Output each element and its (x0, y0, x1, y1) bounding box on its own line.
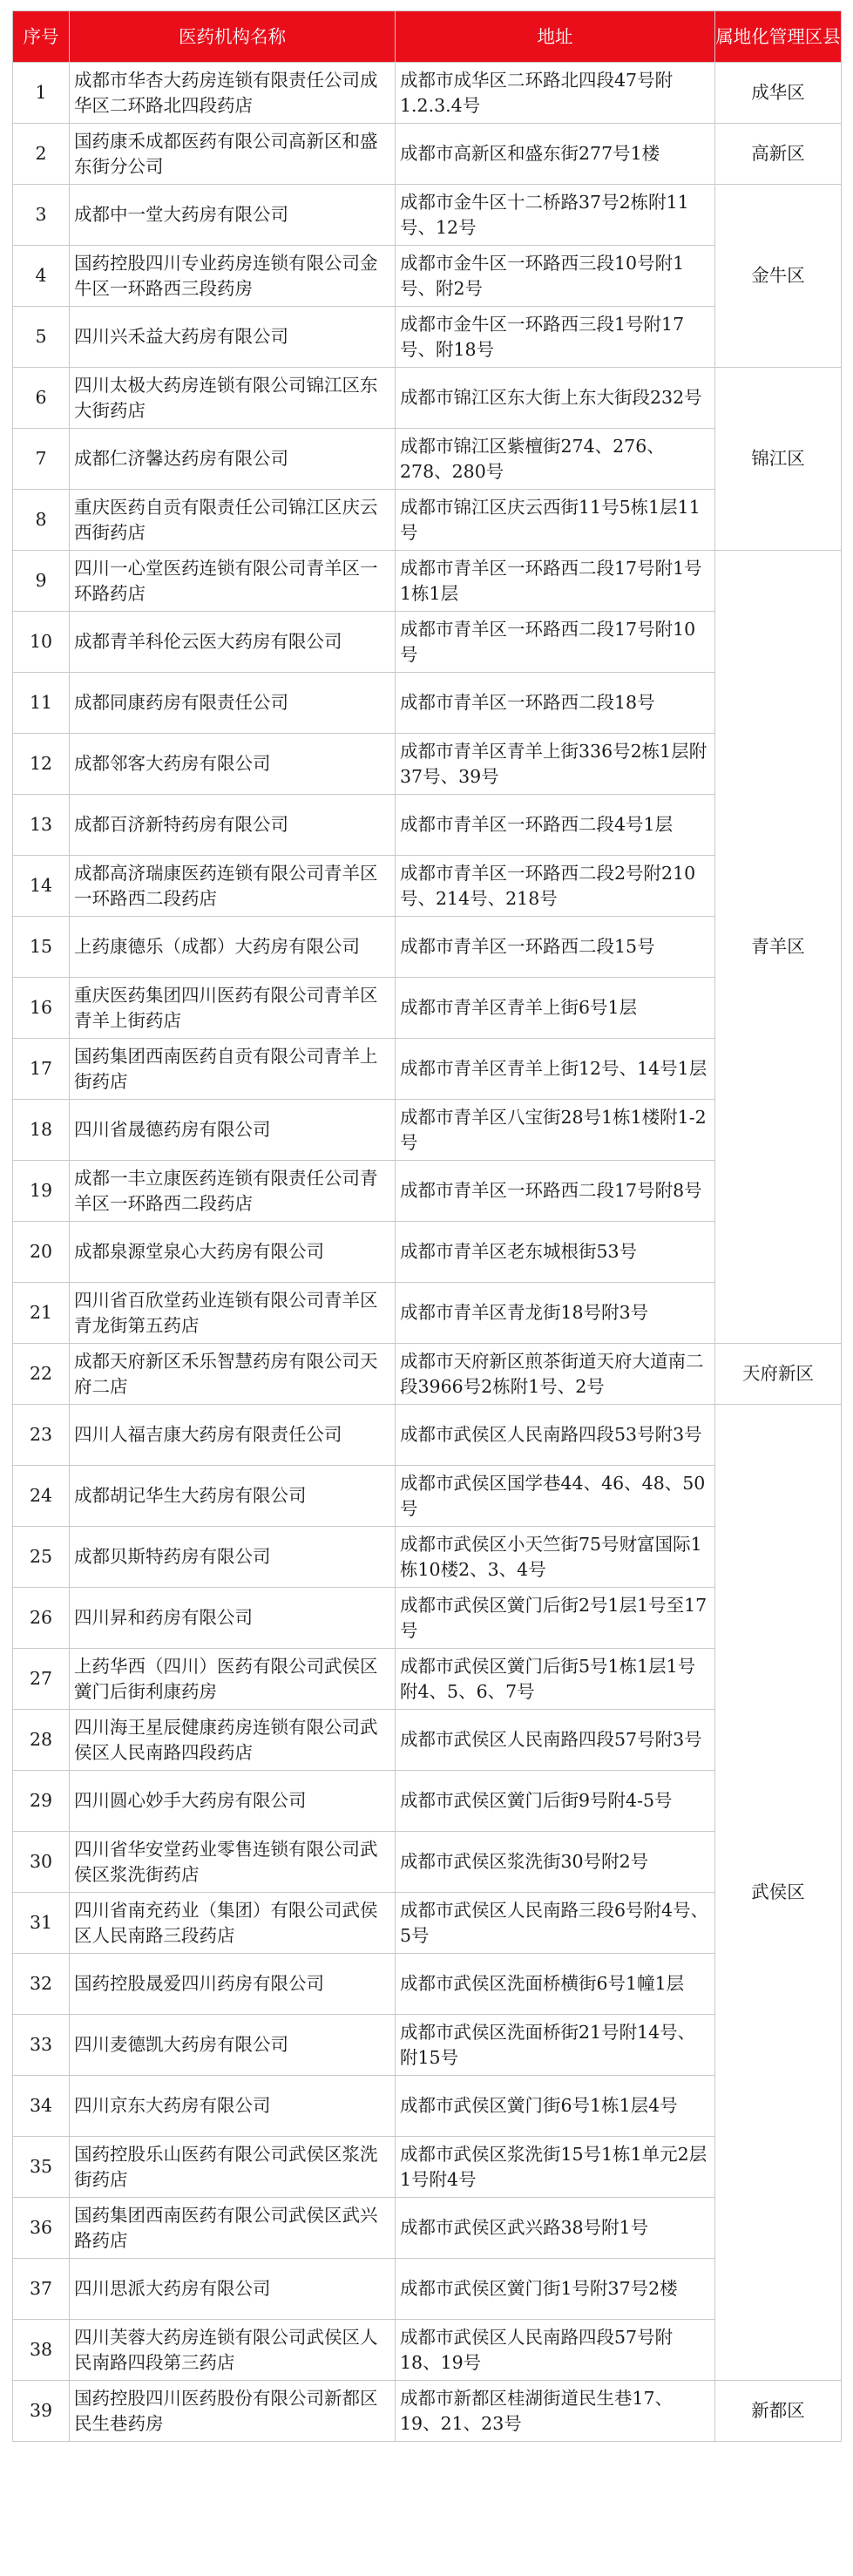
district-cell: 武侯区 (715, 1405, 842, 2381)
row-number: 37 (13, 2259, 70, 2320)
institution-address: 成都市青羊区一环路西二段2号附210号、214号、218号 (396, 856, 715, 917)
institution-address: 成都市成华区二环路北四段47号附1.2.3.4号 (396, 63, 715, 124)
header-row (13, 11, 842, 63)
institution-address: 成都市高新区和盛东街277号1楼 (396, 124, 715, 185)
table-row (13, 368, 842, 429)
institution-address: 成都市新都区桂湖街道民生巷17、19、21、23号 (396, 2381, 715, 2442)
row-number: 15 (13, 917, 70, 978)
institution-name: 四川人福吉康大药房有限责任公司 (70, 1405, 396, 1466)
institution-name: 四川京东大药房有限公司 (70, 2076, 396, 2137)
row-number: 11 (13, 673, 70, 734)
institution-name: 成都百济新特药房有限公司 (70, 795, 396, 856)
header-address: 地址 (396, 11, 715, 63)
institution-name: 四川省南充药业（集团）有限公司武侯区人民南路三段药店 (70, 1893, 396, 1954)
row-number: 34 (13, 2076, 70, 2137)
row-number: 3 (13, 185, 70, 246)
institution-address: 成都市金牛区十二桥路37号2栋附11号、12号 (396, 185, 715, 246)
institution-name: 四川圆心妙手大药房有限公司 (70, 1771, 396, 1832)
row-number: 27 (13, 1649, 70, 1710)
district-cell: 新都区 (715, 2381, 842, 2442)
row-number: 2 (13, 124, 70, 185)
institution-name: 成都仁济馨达药房有限公司 (70, 429, 396, 490)
table-row (13, 63, 842, 124)
row-number: 23 (13, 1405, 70, 1466)
row-number: 39 (13, 2381, 70, 2442)
table-body (13, 63, 842, 2442)
institution-name: 成都市华杏大药房连锁有限责任公司成华区二环路北四段药店 (70, 63, 396, 124)
row-number: 16 (13, 978, 70, 1039)
institution-address: 成都市锦江区庆云西街11号5栋1层11号 (396, 490, 715, 551)
row-number: 1 (13, 63, 70, 124)
row-number: 30 (13, 1832, 70, 1893)
institution-name: 四川兴禾益大药房有限公司 (70, 307, 396, 368)
institution-name: 四川太极大药房连锁有限公司锦江区东大街药店 (70, 368, 396, 429)
institution-name: 国药康禾成都医药有限公司高新区和盛东街分公司 (70, 124, 396, 185)
institution-address: 成都市青羊区青龙街18号附3号 (396, 1283, 715, 1344)
institution-address: 成都市武侯区人民南路三段6号附4号、5号 (396, 1893, 715, 1954)
table-row (13, 1405, 842, 1466)
institution-address: 成都市青羊区一环路西二段17号附1号1栋1层 (396, 551, 715, 612)
institution-address: 成都市武侯区浆洗街30号附2号 (396, 1832, 715, 1893)
table-row (13, 551, 842, 612)
row-number: 12 (13, 734, 70, 795)
institution-name: 成都天府新区禾乐智慧药房有限公司天府二店 (70, 1344, 396, 1405)
table-row (13, 1344, 842, 1405)
institution-address: 成都市武侯区洗面桥横街6号1幢1层 (396, 1954, 715, 2015)
institution-name: 四川省华安堂药业零售连锁有限公司武侯区浆洗街药店 (70, 1832, 396, 1893)
institution-name: 国药集团西南医药自贡有限公司青羊上街药店 (70, 1039, 396, 1100)
pharmacy-table (12, 10, 842, 2442)
institution-address: 成都市武侯区洗面桥街21号附14号、附15号 (396, 2015, 715, 2076)
row-number: 35 (13, 2137, 70, 2198)
institution-name: 重庆医药集团四川医药有限公司青羊区青羊上街药店 (70, 978, 396, 1039)
institution-name: 四川芙蓉大药房连锁有限公司武侯区人民南路四段第三药店 (70, 2320, 396, 2381)
institution-address: 成都市锦江区东大街上东大街段232号 (396, 368, 715, 429)
institution-address: 成都市武侯区黉门后街5号1栋1层1号附4、5、6、7号 (396, 1649, 715, 1710)
header-name: 医药机构名称 (70, 11, 396, 63)
row-number: 24 (13, 1466, 70, 1527)
institution-name: 四川麦德凯大药房有限公司 (70, 2015, 396, 2076)
institution-address: 成都市武侯区国学巷44、46、48、50号 (396, 1466, 715, 1527)
institution-name: 上药华西（四川）医药有限公司武侯区黉门后街利康药房 (70, 1649, 396, 1710)
row-number: 4 (13, 246, 70, 307)
header-district: 属地化管理区县 (715, 11, 842, 63)
institution-name: 成都青羊科伦云医大药房有限公司 (70, 612, 396, 673)
institution-address: 成都市武侯区黉门后街2号1层1号至17号 (396, 1588, 715, 1649)
table-row (13, 2381, 842, 2442)
institution-address: 成都市武侯区黉门街6号1栋1层4号 (396, 2076, 715, 2137)
institution-name: 成都中一堂大药房有限公司 (70, 185, 396, 246)
institution-address: 成都市青羊区青羊上街336号2栋1层附37号、39号 (396, 734, 715, 795)
institution-address: 成都市青羊区一环路西二段17号附10号 (396, 612, 715, 673)
row-number: 13 (13, 795, 70, 856)
institution-name: 成都贝斯特药房有限公司 (70, 1527, 396, 1588)
row-number: 19 (13, 1161, 70, 1222)
row-number: 17 (13, 1039, 70, 1100)
institution-name: 成都同康药房有限责任公司 (70, 673, 396, 734)
row-number: 38 (13, 2320, 70, 2381)
institution-name: 四川省百欣堂药业连锁有限公司青羊区青龙街第五药店 (70, 1283, 396, 1344)
table-row (13, 185, 842, 246)
row-number: 5 (13, 307, 70, 368)
institution-name: 成都泉源堂泉心大药房有限公司 (70, 1222, 396, 1283)
row-number: 28 (13, 1710, 70, 1771)
institution-address: 成都市武侯区人民南路四段53号附3号 (396, 1405, 715, 1466)
institution-address: 成都市锦江区紫檀街274、276、278、280号 (396, 429, 715, 490)
district-cell: 成华区 (715, 63, 842, 124)
institution-address: 成都市青羊区一环路西二段18号 (396, 673, 715, 734)
institution-name: 国药控股晟爱四川药房有限公司 (70, 1954, 396, 2015)
institution-name: 国药集团西南医药有限公司武侯区武兴路药店 (70, 2198, 396, 2259)
institution-name: 四川海王星辰健康药房连锁有限公司武侯区人民南路四段药店 (70, 1710, 396, 1771)
institution-name: 国药控股四川专业药房连锁有限公司金牛区一环路西三段药房 (70, 246, 396, 307)
row-number: 21 (13, 1283, 70, 1344)
district-cell: 高新区 (715, 124, 842, 185)
institution-address: 成都市青羊区青羊上街12号、14号1层 (396, 1039, 715, 1100)
district-cell: 金牛区 (715, 185, 842, 368)
institution-address: 成都市金牛区一环路西三段10号附1号、附2号 (396, 246, 715, 307)
row-number: 14 (13, 856, 70, 917)
institution-address: 成都市金牛区一环路西三段1号附17号、附18号 (396, 307, 715, 368)
institution-address: 成都市青羊区青羊上街6号1层 (396, 978, 715, 1039)
institution-name: 成都高济瑞康医药连锁有限公司青羊区一环路西二段药店 (70, 856, 396, 917)
institution-address: 成都市武侯区浆洗街15号1栋1单元2层1号附4号 (396, 2137, 715, 2198)
institution-name: 国药控股四川医药股份有限公司新都区民生巷药房 (70, 2381, 396, 2442)
institution-name: 四川思派大药房有限公司 (70, 2259, 396, 2320)
row-number: 18 (13, 1100, 70, 1161)
row-number: 26 (13, 1588, 70, 1649)
row-number: 6 (13, 368, 70, 429)
row-number: 22 (13, 1344, 70, 1405)
institution-name: 成都胡记华生大药房有限公司 (70, 1466, 396, 1527)
institution-address: 成都市天府新区煎茶街道天府大道南二段3966号2栋附1号、2号 (396, 1344, 715, 1405)
institution-address: 成都市武侯区人民南路四段57号附3号 (396, 1710, 715, 1771)
institution-address: 成都市武侯区黉门街1号附37号2楼 (396, 2259, 715, 2320)
institution-address: 成都市青羊区一环路西二段17号附8号 (396, 1161, 715, 1222)
institution-name: 成都邻客大药房有限公司 (70, 734, 396, 795)
institution-name: 四川昇和药房有限公司 (70, 1588, 396, 1649)
institution-address: 成都市青羊区老东城根街53号 (396, 1222, 715, 1283)
row-number: 9 (13, 551, 70, 612)
institution-address: 成都市武侯区人民南路四段57号附18、19号 (396, 2320, 715, 2381)
institution-address: 成都市武侯区小天竺街75号财富国际1栋10楼2、3、4号 (396, 1527, 715, 1588)
row-number: 29 (13, 1771, 70, 1832)
row-number: 36 (13, 2198, 70, 2259)
row-number: 31 (13, 1893, 70, 1954)
row-number: 25 (13, 1527, 70, 1588)
row-number: 20 (13, 1222, 70, 1283)
row-number: 33 (13, 2015, 70, 2076)
institution-name: 成都一丰立康医药连锁有限责任公司青羊区一环路西二段药店 (70, 1161, 396, 1222)
institution-address: 成都市青羊区一环路西二段15号 (396, 917, 715, 978)
institution-address: 成都市青羊区一环路西二段4号1层 (396, 795, 715, 856)
row-number: 32 (13, 1954, 70, 2015)
district-cell: 天府新区 (715, 1344, 842, 1405)
table-row (13, 124, 842, 185)
district-cell: 青羊区 (715, 551, 842, 1344)
row-number: 7 (13, 429, 70, 490)
institution-name: 上药康德乐（成都）大药房有限公司 (70, 917, 396, 978)
institution-name: 四川省晟德药房有限公司 (70, 1100, 396, 1161)
row-number: 8 (13, 490, 70, 551)
institution-name: 国药控股乐山医药有限公司武侯区浆洗街药店 (70, 2137, 396, 2198)
district-cell: 锦江区 (715, 368, 842, 551)
institution-address: 成都市武侯区黉门后街9号附4-5号 (396, 1771, 715, 1832)
institution-address: 成都市青羊区八宝街28号1栋1楼附1-2号 (396, 1100, 715, 1161)
header-no: 序号 (13, 11, 70, 63)
institution-address: 成都市武侯区武兴路38号附1号 (396, 2198, 715, 2259)
row-number: 10 (13, 612, 70, 673)
institution-name: 四川一心堂医药连锁有限公司青羊区一环路药店 (70, 551, 396, 612)
institution-name: 重庆医药自贡有限责任公司锦江区庆云西街药店 (70, 490, 396, 551)
